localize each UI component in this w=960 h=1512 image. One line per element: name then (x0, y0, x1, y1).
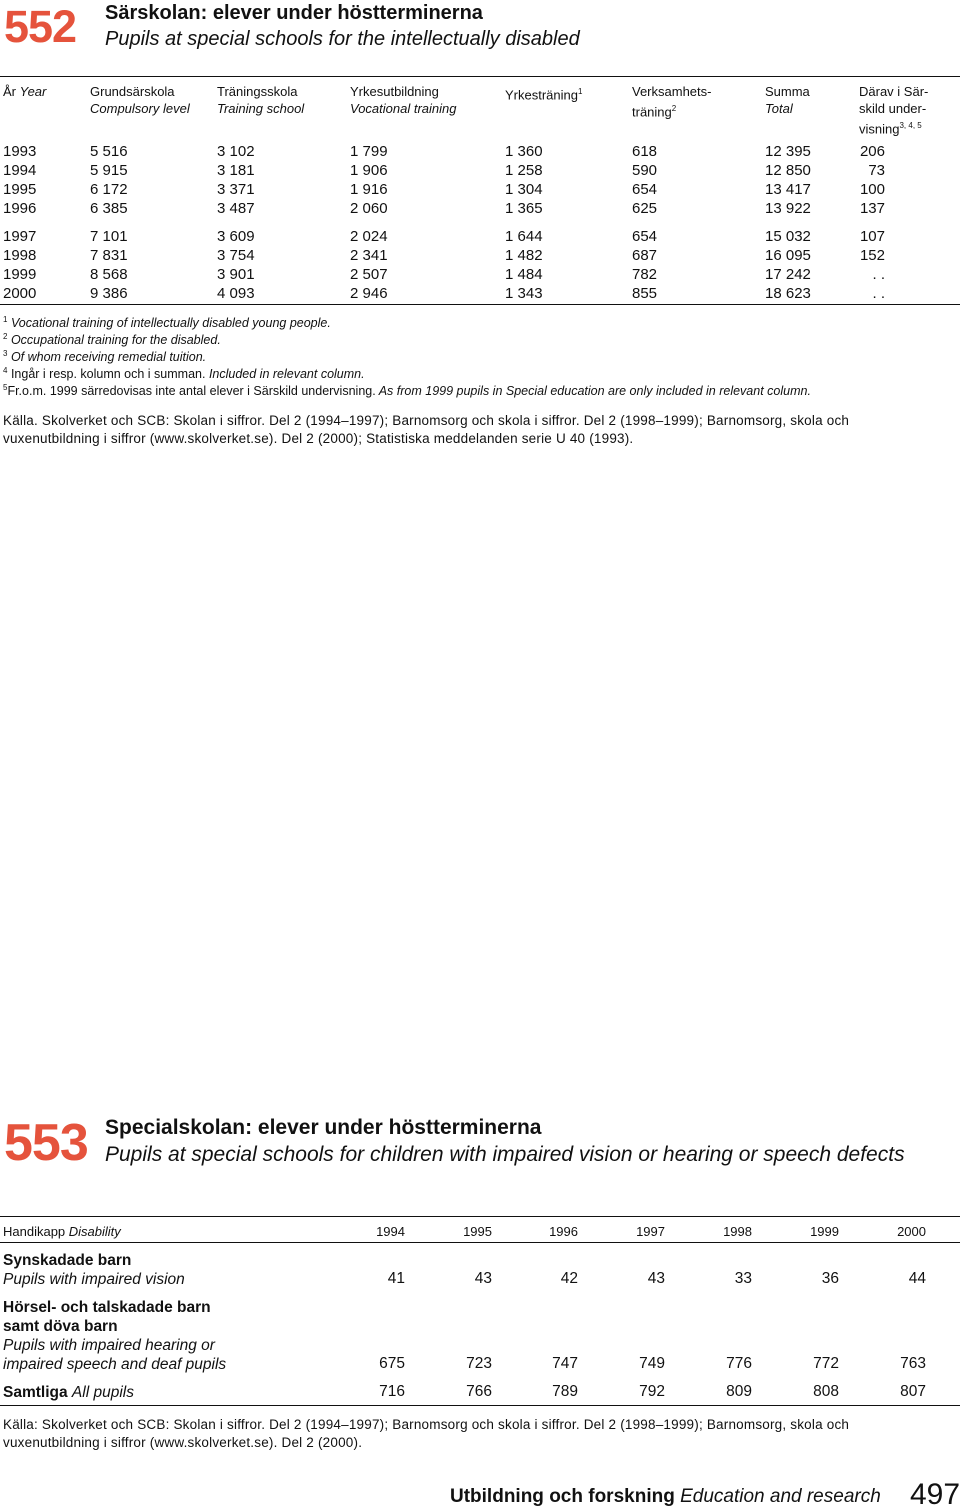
table-cell: 2 946 (350, 285, 388, 302)
table-cell: 3 609 (217, 228, 255, 245)
row-year: 2000 (3, 285, 37, 302)
table-cell: 3 754 (217, 247, 255, 264)
row-year: 1994 (3, 162, 37, 179)
table-cell: 789 (552, 1383, 578, 1400)
table-cell: 6 385 (90, 200, 128, 217)
footnote-1: $^1$ Vocational training of intellectually disabled young people. (3, 315, 331, 331)
table-cell: 1 365 (505, 200, 543, 217)
table-cell: 13 922 (765, 200, 811, 217)
table-cell: 43 (474, 1270, 492, 1287)
year-header: 1997 (636, 1224, 665, 1239)
table-cell: 6 172 (90, 181, 128, 198)
table-cell: 3 901 (217, 266, 255, 283)
table-cell: 654 (632, 228, 658, 245)
table-cell: 17 242 (765, 266, 811, 283)
table-cell: 1 799 (350, 143, 388, 160)
table-cell: 107 (859, 228, 885, 245)
table-title-en: Pupils at special schools for the intellectually disabled (105, 28, 580, 50)
table-cell: 13 417 (765, 181, 811, 198)
table-cell: 1 343 (505, 285, 543, 302)
header-compulsory: Grundsärskola Compulsory level (90, 84, 190, 116)
table-cell: 1 482 (505, 247, 543, 264)
year-header: 2000 (897, 1224, 926, 1239)
table-cell: 625 (632, 200, 658, 217)
header-total: Summa Total (765, 84, 810, 116)
header-vocational-training: Yrkesutbildning Vocational training (350, 84, 457, 116)
table-cell: 100 (859, 181, 885, 198)
source-note-553: Källa: Skolverket och SCB: Skolan i siffror. Del 2 (1994–1997); Barnomsorg och skola i siffror. Del 2 (1998–1999); Barnomsorg, skola och vuxenutbildning i siffror (www.skolverket.se). Del 2 (2000). (3, 1417, 850, 1450)
table-cell: 2 341 (350, 247, 388, 264)
table-cell: 1 906 (350, 162, 388, 179)
table-cell: 2 060 (350, 200, 388, 217)
table-cell: 9 386 (90, 285, 128, 302)
page-footer-section: Utbildning och forskning Education and research (450, 1486, 881, 1507)
table-cell: 5 915 (90, 162, 128, 179)
table-cell: 3 371 (217, 181, 255, 198)
year-header: 1999 (810, 1224, 839, 1239)
table-cell: 16 095 (765, 247, 811, 264)
table-bottom-rule (0, 1405, 960, 1406)
footnote-4: $^4$ Ingår i resp. kolumn och i summan. Included in relevant column. (3, 366, 365, 382)
table-cell: 782 (632, 266, 658, 283)
table-cell: 41 (387, 1270, 405, 1287)
table-cell: 1 484 (505, 266, 543, 283)
row-year: 1999 (3, 266, 37, 283)
header-remedial: Därav i Sär- skild under- visning$^{3, 4, 5}$ (859, 84, 929, 137)
table-cell: 18 623 (765, 285, 811, 302)
year-header: 1995 (463, 1224, 492, 1239)
table-cell: 1 258 (505, 162, 543, 179)
table-cell: 12 850 (765, 162, 811, 179)
table-number: 553 (4, 1114, 88, 1172)
table-top-rule (0, 1216, 960, 1217)
header-year: År Year (3, 84, 47, 99)
table-cell: 1 644 (505, 228, 543, 245)
table-cell: 44 (908, 1270, 926, 1287)
table-bottom-rule (0, 304, 960, 305)
table-cell: 675 (379, 1355, 405, 1372)
table-cell: 654 (632, 181, 658, 198)
table-cell: 1 916 (350, 181, 388, 198)
source-note-552: Källa. Skolverket och SCB: Skolan i siffror. Del 2 (1994–1997); Barnomsorg och skola i siffror. Del 2 (1998–1999); Barnomsorg, skola och vuxenutbildning i siffror (www.skolverket.se). Del 2 (2000); Statistiska meddelanden serie U 40 (1993). (3, 413, 850, 446)
year-header: 1996 (549, 1224, 578, 1239)
table-cell: 776 (726, 1355, 752, 1372)
table-cell: 808 (813, 1383, 839, 1400)
row-year: 1997 (3, 228, 37, 245)
table-cell: 4 093 (217, 285, 255, 302)
table-cell: 3 181 (217, 162, 255, 179)
table-cell: 749 (639, 1355, 665, 1372)
row-year: 1993 (3, 143, 37, 160)
row-year: 1995 (3, 181, 37, 198)
table-cell: 809 (726, 1383, 752, 1400)
table-cell: 855 (632, 285, 658, 302)
table-cell: 763 (900, 1355, 926, 1372)
row-year: 1996 (3, 200, 37, 217)
table-title-sv: Specialskolan: elever under höstterminerna (105, 1116, 542, 1139)
table-cell: 5 516 (90, 143, 128, 160)
year-header: 1998 (723, 1224, 752, 1239)
table-cell: 3 102 (217, 143, 255, 160)
table-cell: 8 568 (90, 266, 128, 283)
table-cell: 33 (734, 1270, 752, 1287)
footnote-5: $^5$Fr.o.m. 1999 särredovisas inte antal elever i Särskild undervisning. As from 1999 pupils in Special education are only included in relevant column. (3, 383, 811, 399)
table-cell: 1 304 (505, 181, 543, 198)
header-yrkestraning: Yrkesträning$^1$ (505, 87, 583, 103)
table-cell: 590 (632, 162, 658, 179)
table-top-rule (0, 76, 960, 77)
footnote-3: $^3$ Of whom receiving remedial tuition. (3, 349, 207, 365)
table-cell: 73 (868, 162, 885, 179)
table-cell: 42 (560, 1270, 578, 1287)
header-disability: Handikapp Disability (3, 1224, 121, 1239)
table-cell: 747 (552, 1355, 578, 1372)
table-cell: 3 487 (217, 200, 255, 217)
table-cell: 152 (859, 247, 885, 264)
table-cell: 772 (813, 1355, 839, 1372)
table-cell: 137 (859, 200, 885, 217)
table-cell: . . (872, 266, 885, 283)
row-year: 1998 (3, 247, 37, 264)
table-cell: 36 (821, 1270, 839, 1287)
table-title-en: Pupils at special schools for children with impaired vision or hearing or speech defects (105, 1143, 905, 1166)
table-cell: 807 (900, 1383, 926, 1400)
table-title-sv: Särskolan: elever under höstterminerna (105, 2, 483, 24)
header-rule (0, 1242, 960, 1243)
header-verksamhetstraning: Verksamhets- träning$^2$ (632, 84, 712, 120)
row-label-all: Samtliga All pupils (3, 1384, 134, 1401)
table-cell: 716 (379, 1383, 405, 1400)
table-number: 552 (4, 1, 77, 52)
table-cell: 15 032 (765, 228, 811, 245)
year-header: 1994 (376, 1224, 405, 1239)
footnote-2: $^2$ Occupational training for the disabled. (3, 332, 221, 348)
table-cell: 7 101 (90, 228, 128, 245)
header-training-school: Träningsskola Training school (217, 84, 305, 116)
table-cell: 2 024 (350, 228, 388, 245)
table-cell: 723 (466, 1355, 492, 1372)
table-cell: 12 395 (765, 143, 811, 160)
row-label-hearing: Hörsel- och talskadade barn samt döva barn Pupils with impaired hearing or impaired speech and deaf pupils (3, 1299, 227, 1373)
table-cell: 206 (859, 143, 885, 160)
table-cell: 7 831 (90, 247, 128, 264)
table-cell: 618 (632, 143, 658, 160)
table-cell: 43 (647, 1270, 665, 1287)
table-cell: 792 (639, 1383, 665, 1400)
table-cell: 687 (632, 247, 658, 264)
table-cell: 2 507 (350, 266, 388, 283)
page-number: 497 (910, 1478, 960, 1511)
row-label-vision: Synskadade barn Pupils with impaired vision (3, 1252, 185, 1288)
table-cell: . . (872, 285, 885, 302)
table-cell: 1 360 (505, 143, 543, 160)
table-cell: 766 (466, 1383, 492, 1400)
